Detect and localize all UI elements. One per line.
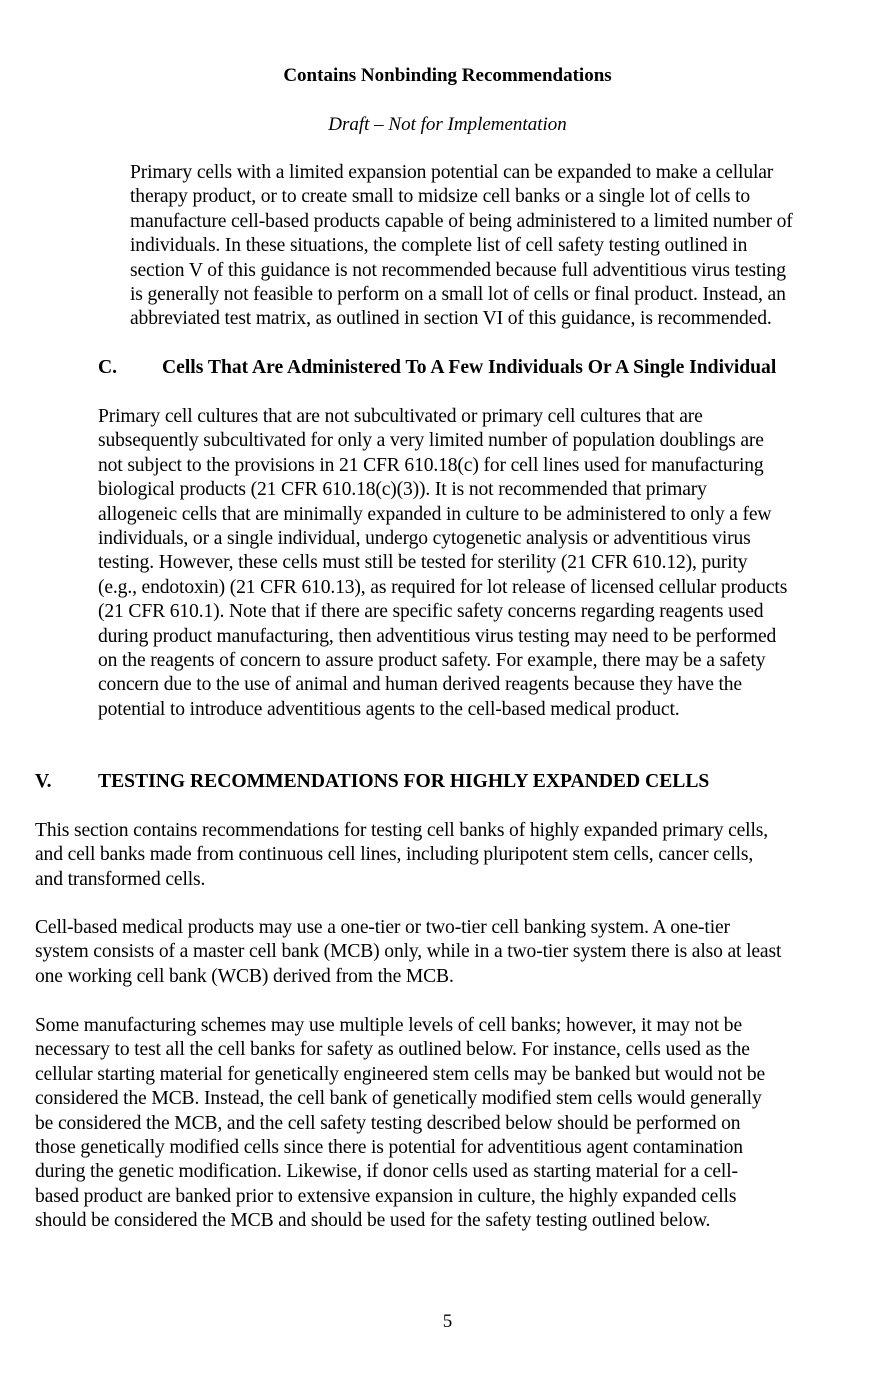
paragraph-cell-banking-system — [35, 916, 781, 989]
text-line: during the genetic modification. Likewise, if donor cells used as starting material for a cell- — [35, 1161, 738, 1183]
section-v-number: V. — [35, 771, 52, 792]
text-line: those genetically modified cells since there is potential for adventitious agent contamination — [35, 1137, 743, 1159]
text-line: based product are banked prior to extensive expansion in culture, the highly expanded cells — [35, 1185, 737, 1207]
text-line: and transformed cells. — [35, 868, 206, 890]
text-line: (21 CFR 610.1). Note that if there are specific safety concerns regarding reagents used — [98, 601, 764, 623]
text-line: during product manufacturing, then adventitious virus testing may need to be performed — [98, 625, 777, 647]
text-line: This section contains recommendations for testing cell banks of highly expanded primary cells, — [35, 820, 768, 841]
text-line: considered the MCB. Instead, the cell bank of genetically modified stem cells would generally — [35, 1088, 762, 1110]
text-line: one working cell bank (WCB) derived from the MCB. — [35, 965, 454, 987]
text-line: Some manufacturing schemes may use multiple levels of cell banks; however, it may not be — [35, 1015, 742, 1036]
text-line: potential to introduce adventitious agents to the cell-based medical product. — [98, 698, 680, 720]
text-line: should be considered the MCB and should be used for the safety testing outlined below. — [35, 1210, 711, 1232]
section-v-title: TESTING RECOMMENDATIONS FOR HIGHLY EXPANDED CELLS — [98, 771, 710, 792]
text-line: individuals. In these situations, the complete list of cell safety testing outlined in — [130, 235, 748, 257]
text-line: manufacture cell-based products capable of being administered to a limited number of — [130, 210, 793, 232]
text-line: Cell-based medical products may use a one-tier or two-tier cell banking system. A one-tier — [35, 917, 730, 938]
text-line: cellular starting material for genetically engineered stem cells may be banked but would not be — [35, 1063, 766, 1085]
text-line: section V of this guidance is not recommended because full adventitious virus testing — [130, 259, 786, 281]
section-c-title: Cells That Are Administered To A Few Individuals Or A Single Individual — [162, 357, 777, 378]
text-line: concern due to the use of animal and human derived reagents because they have the — [98, 674, 742, 696]
text-line: not subject to the provisions in 21 CFR 610.18(c) for cell lines used for manufacturing — [98, 454, 764, 476]
text-line: biological products (21 CFR 610.18(c)(3)). It is not recommended that primary — [98, 479, 707, 501]
text-line: therapy product, or to create small to midsize cell banks or a single lot of cells to — [130, 186, 751, 208]
text-line: testing. However, these cells must still be tested for sterility (21 CFR 610.12), purity — [98, 552, 748, 574]
paragraph-section-c — [98, 405, 787, 722]
text-line: (e.g., endotoxin) (21 CFR 610.13), as required for lot release of licensed cellular products — [98, 576, 788, 598]
text-line: and cell banks made from continuous cell lines, including pluripotent stem cells, cancer cells, — [35, 844, 754, 866]
text-line: subsequently subcultivated for only a very limited number of population doublings are — [98, 430, 764, 452]
document-header-subtitle: Draft – Not for Implementation — [328, 114, 567, 135]
page-number: 5 — [442, 1311, 453, 1332]
text-line: Primary cells with a limited expansion potential can be expanded to make a cellular — [130, 162, 774, 183]
paragraph-limited-expansion — [130, 161, 793, 332]
text-line: Primary cell cultures that are not subcultivated or primary cell cultures that are — [98, 406, 703, 427]
text-line: be considered the MCB, and the cell safety testing described below should be performed on — [35, 1112, 741, 1134]
paragraph-section-v-intro — [35, 819, 768, 892]
text-line: abbreviated test matrix, as outlined in section VI of this guidance, is recommended. — [130, 308, 772, 330]
text-line: is generally not feasible to perform on a small lot of cells or final product. Instead, an — [130, 284, 786, 306]
text-line: necessary to test all the cell banks for safety as outlined below. For instance, cells used as the — [35, 1039, 750, 1061]
text-line: allogeneic cells that are minimally expanded in culture to be administered to only a few — [98, 503, 772, 525]
section-c-number: C. — [98, 357, 118, 378]
text-line: system consists of a master cell bank (MCB) only, while in a two-tier system there is also at least — [35, 941, 782, 963]
text-line: on the reagents of concern to assure product safety. For example, there may be a safety — [98, 650, 766, 672]
text-line: individuals, or a single individual, undergo cytogenetic analysis or adventitious virus — [98, 528, 751, 550]
document-header-title: Contains Nonbinding Recommendations — [283, 65, 612, 86]
paragraph-multiple-cell-banks — [35, 1014, 765, 1234]
